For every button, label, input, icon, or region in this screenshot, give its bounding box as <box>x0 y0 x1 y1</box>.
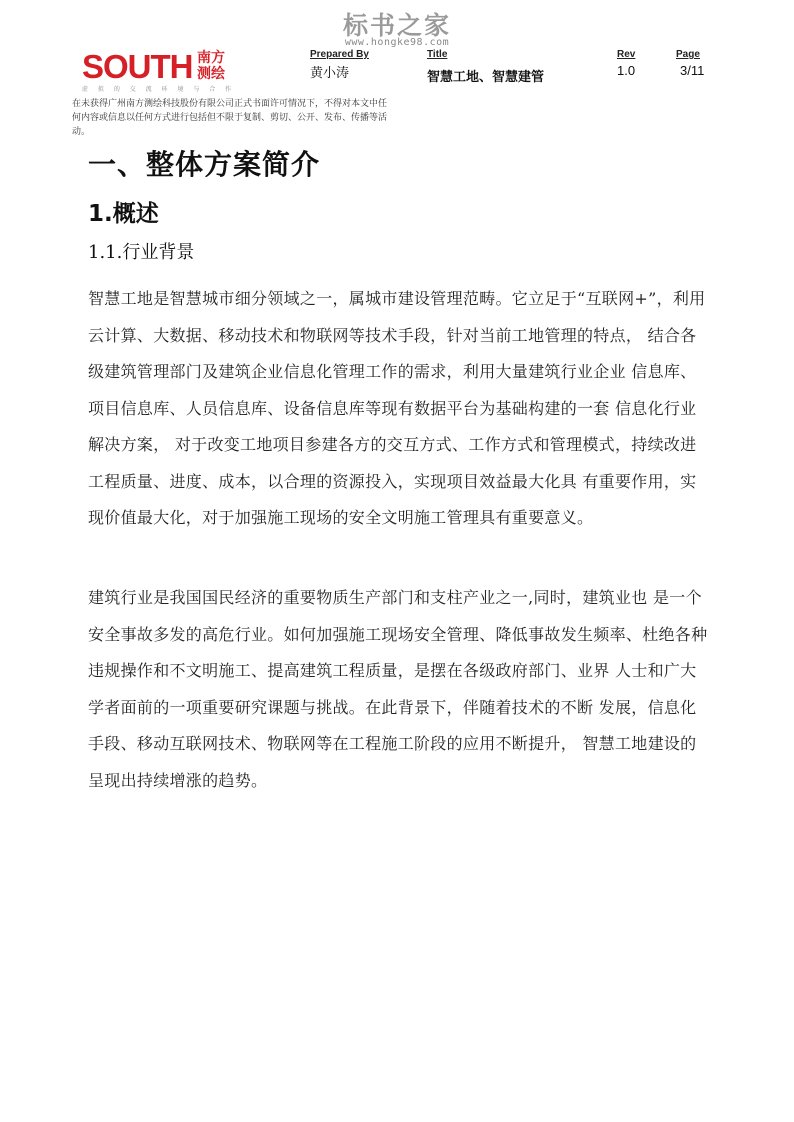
watermark-url: www.hongke98.com <box>344 37 450 48</box>
rev-label: Rev <box>617 49 636 60</box>
logo-tagline: 虚 拟 的 交 流 环 境 与 合 作 <box>82 86 236 93</box>
south-logo: SOUTH <box>82 48 193 85</box>
subsubsection-heading: 1.1.行业背景 <box>88 242 195 263</box>
subsection-heading: 1.概述 <box>88 201 159 227</box>
body-paragraph-1: 智慧工地是智慧城市细分领域之一，属城市建设管理范畴。它立足于“互联网+”，利用云计算、大数据、移动技术和物联网等技术手段，针对当前工地管理的特点， 结合各级建筑管理部门及建筑企业信息化管理工作的需求，利用大量建筑行业企业 信息库、项目信息库、人员信息库、设备信息库等现有数据平台为基础构建的一套 信息化行业解决方案， 对于改变工地项目参建各方的交互方式、工作方式和管理模式，持续改进工程质量、进度、成本，以合理的资源投入，实现项目效益最大化具 有重要作用，实现价值最大化，对于加强施工现场的安全文明施工管理具有重要意义。 <box>88 289 706 527</box>
prepared-by-value: 黄小涛 <box>310 66 350 81</box>
title-value: 智慧工地、智慧建管 <box>427 70 545 85</box>
body-paragraph-2: 建筑行业是我国国民经济的重要物质生产部门和支柱产业之一,同时，建筑业也 是一个安全事故多发的高危行业。如何加强施工现场安全管理、降低事故发生频率、杜绝各种违规操作和不文明施工、提高建筑工程质量，是摆在各级政府部门、业界 人士和广大学者面前的一项重要研究课题与挑战。在此背景下，伴随着技术的不断 发展，信息化手段、移动互联网技术、物联网等在工程施工阶段的应用不断提升， 智慧工地建设的呈现出持续增涨的趋势。 <box>88 588 708 790</box>
title-label: Title <box>427 49 448 60</box>
rev-value: 1.0 <box>617 63 636 78</box>
south-logo-cn: 南方测绘 <box>197 50 225 82</box>
prepared-by-label: Prepared By <box>310 49 369 60</box>
page-label: Page <box>676 49 700 60</box>
section-heading: 一、整体方案简介 <box>88 148 321 181</box>
copyright-notice: 在未获得广州南方测绘科技股份有限公司正式书面许可情况下，不得对本文中任何内容或信息以任何方式进行包括但不限于复制、剪切、公开、发布、传播等活动。 <box>72 99 388 137</box>
page-number: 3/11 <box>680 63 705 78</box>
watermark-title: 标书之家 <box>342 11 451 40</box>
